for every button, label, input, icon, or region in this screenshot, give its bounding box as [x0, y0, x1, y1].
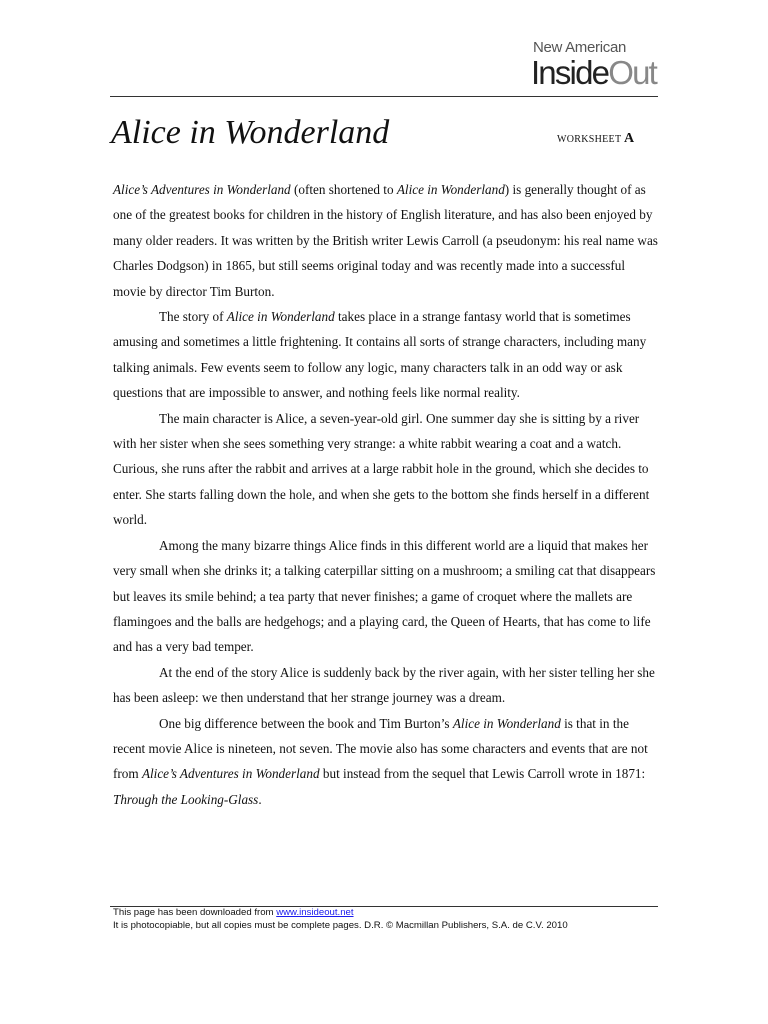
footer-copyright: It is photocopiable, but all copies must be complete pages. D.R. © Macmillan Publishers, S.A. de C.V. 2010: [113, 919, 568, 931]
header-divider: [110, 96, 658, 97]
book-title: Alice in Wonderland: [226, 309, 335, 325]
text-run: is that in the recent movie Alice is nineteen, not seven. The movie also has some characters and events that are not from: [113, 715, 648, 782]
footer-link[interactable]: www.insideout.net: [276, 907, 354, 918]
book-title: Alice’s Adventures in Wonderland: [141, 766, 320, 782]
book-title: Through the Looking-Glass: [113, 791, 259, 807]
paragraph-1: [113, 177, 658, 304]
paragraph-6: [113, 711, 658, 813]
text-run: ) is generally thought of as one of the greatest books for children in the history of English literature, and has also been enjoyed by many older readers. It was written by the British writer Lewis Carroll (a pseudonym: his real name was Charles Dodgson) in 1865, but still seems original today and was recently made into a successful movie by director Tim Burton.: [113, 182, 658, 299]
brand-inside: Inside: [530, 54, 609, 91]
text-run: (often shortened to: [290, 182, 397, 197]
book-title: Alice in Wonderland: [452, 715, 561, 731]
footer: [113, 907, 568, 932]
footer-download-text: This page has been downloaded from: [113, 907, 277, 918]
paragraph-5: At the end of the story Alice is suddenly back by the river again, with her sister telling her she has been asleep: we then understand that her strange journey was a dream.: [113, 664, 655, 706]
paragraph-2: [113, 304, 658, 406]
worksheet-letter: A: [624, 131, 635, 146]
paragraph-3: The main character is Alice, a seven-year-old girl. One summer day she is sitting by a river with her sister when she sees something very strange: a white rabbit wearing a coat and a watch. Curious, she runs after the rabbit and arrives at a large rabbit hole in the ground, which she decides to enter. She starts falling down the hole, and when she gets to the bottom she finds herself in a different world.: [113, 410, 650, 528]
brand-tagline: New American: [532, 39, 627, 56]
text-run: One big difference between the book and Tim Burton’s: [159, 715, 453, 731]
text-run: The story of: [159, 309, 227, 325]
paragraph-4: Among the many bizarre things Alice finds in this different world are a liquid that makes her very small when she drinks it; a talking caterpillar sitting on a mushroom; a smiling cat that disappears but leaves its smile behind; a tea party that never finishes; a game of croquet where the mallets are flamingoes and the balls are hedgehogs; and a playing card, the Queen of Hearts, that has come to life and has a very bad temper.: [113, 537, 656, 655]
text-run: .: [258, 791, 262, 807]
brand-logo: [531, 40, 656, 90]
book-title: Alice in Wonderland: [396, 182, 505, 197]
text-run: but instead from the sequel that Lewis Carroll wrote in 1871:: [319, 766, 646, 782]
brand-wordmark: [531, 56, 656, 90]
footer-download-line: [113, 907, 568, 920]
article-body: [113, 177, 658, 812]
page-title: Alice in Wonderland: [111, 114, 390, 151]
worksheet-label: [557, 131, 634, 147]
book-title: Alice’s Adventures in Wonderland: [113, 182, 291, 197]
brand-out: Out: [608, 54, 656, 91]
worksheet-word: WORKSHEET: [557, 134, 622, 145]
text-run: takes place in a strange fantasy world that is sometimes amusing and sometimes a little frightening. It contains all sorts of strange characters, including many talking animals. Few events seem to follow any logic, many characters talk in an odd way or ask questions that are impossible to answer, and nothing feels like normal reality.: [113, 309, 647, 401]
